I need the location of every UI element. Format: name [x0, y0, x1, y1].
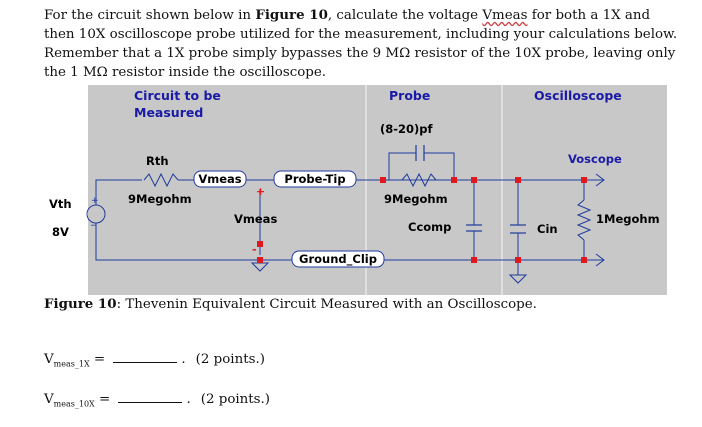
scope-resistor-label: 1Megohm [596, 212, 660, 226]
figure-reference: Figure 10 [255, 7, 328, 23]
circuit-svg [44, 85, 667, 295]
section-circuit-label: Circuit to be [134, 88, 221, 103]
caption-text: : Thevenin Equivalent Circuit Measured with an Oscilloscope. [116, 297, 537, 312]
ground-clip-label: Ground_Clip [299, 252, 377, 266]
question-part2: , calculate the voltage [327, 8, 483, 23]
vmeas-minus: - [252, 243, 257, 256]
question-part1: For the circuit shown below in [44, 8, 256, 23]
vmeas-plus: + [256, 185, 266, 198]
section-oscilloscope-label: Oscilloscope [534, 88, 622, 103]
answer-10x-tail: . [186, 392, 191, 407]
ccomp-label: Ccomp [408, 220, 452, 234]
voscope-label: Voscope [568, 152, 622, 166]
vmeas-node-label: Vmeas [198, 172, 242, 186]
answer-10x-blank[interactable] [118, 390, 182, 403]
rth-value: 9Megohm [128, 192, 192, 206]
answer-1x-sub: meas_1X [53, 359, 90, 369]
source-minus: − [90, 221, 98, 231]
vth-value: 8V [52, 225, 69, 239]
cin-label: Cin [537, 222, 558, 236]
source-plus: + [91, 196, 99, 206]
ccomp-range-label: (8-20)pf [380, 122, 433, 136]
answer-10x-points: (2 points.) [200, 392, 271, 407]
probe-tip-label: Probe-Tip [284, 172, 346, 186]
answer-1x-symbol: V [44, 352, 54, 367]
circuit-diagram [44, 85, 667, 295]
answer-10x-eq: = [94, 392, 115, 407]
question-part3: for both a 1X and then 10X oscilloscope probe utilized for the measurement, including your calculations below. Remember that a 1X probe simply bypasses the 9 MΩ resistor of the 10X probe, leaving only the 1 MΩ resistor inside the oscilloscope. [44, 8, 678, 80]
probe-resistor-label: 9Megohm [384, 192, 448, 206]
figure-caption [44, 296, 537, 312]
answer-1x-tail: . [181, 352, 186, 367]
answer-1x-blank[interactable] [113, 350, 177, 363]
answer-10x-symbol: V [44, 392, 54, 407]
answer-1x-points: (2 points.) [195, 352, 265, 367]
answer-line-10x [44, 390, 270, 409]
vmeas-meter-label: Vmeas [234, 212, 278, 226]
vth-label: Vth [49, 197, 72, 211]
question-text [44, 6, 684, 82]
answer-line-1x [44, 350, 265, 369]
vmeas-symbol: Vmeas [482, 8, 528, 23]
rth-label: Rth [146, 154, 169, 168]
section-probe-label: Probe [389, 88, 431, 103]
caption-label: Figure 10 [44, 296, 117, 312]
section-circuit-label-2: Measured [134, 105, 204, 120]
answer-1x-eq: = [89, 352, 110, 367]
answer-10x-sub: meas_10X [53, 399, 95, 409]
